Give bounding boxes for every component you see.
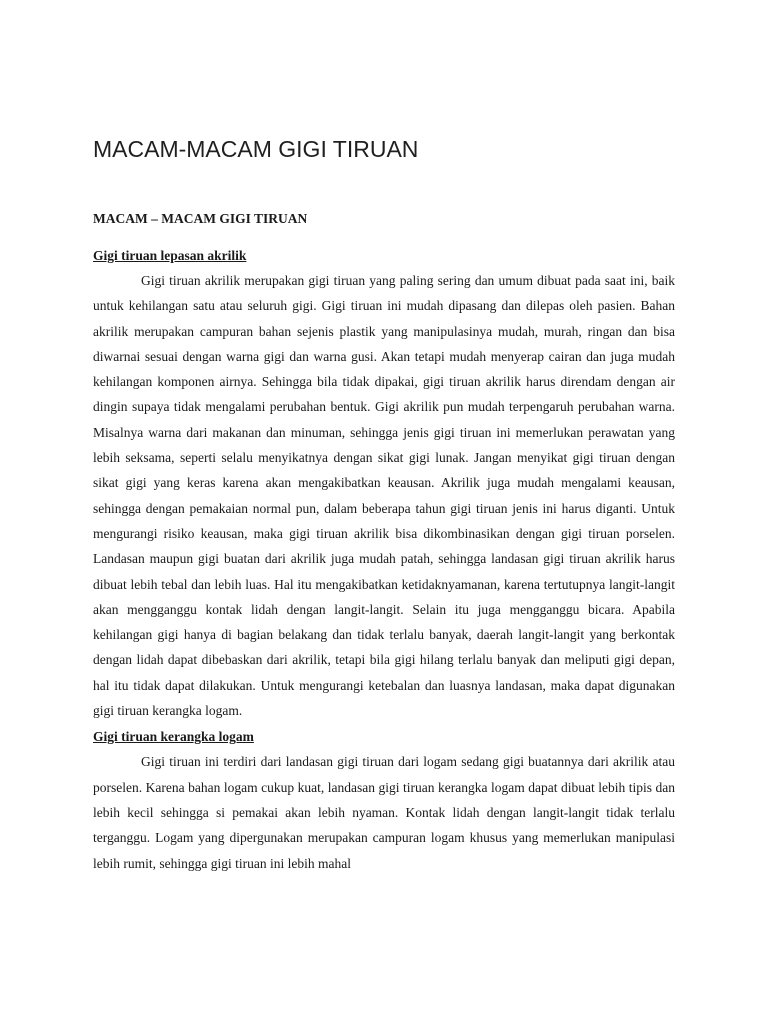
document-subtitle: MACAM – MACAM GIGI TIRUAN bbox=[93, 211, 308, 226]
section-heading-kerangka-logam: Gigi tiruan kerangka logam bbox=[93, 729, 254, 745]
section-paragraph-kerangka-logam: Gigi tiruan ini terdiri dari landasan gigi tiruan dari logam sedang gigi buatannya dari akrilik atau porselen. Karena bahan logam cukup kuat, landasan gigi tiruan kerangka logam dapat dibuat lebih tipis dan lebih kecil sehingga si pemakai akan lebih nyaman. Kontak lidah dengan langit-langit tidak terlalu terganggu. Logam yang dipergunakan merupakan campuran logam khusus yang memerlukan manipulasi lebih rumit, sehingga gigi tiruan ini lebih mahal bbox=[93, 754, 675, 871]
page-title: MACAM-MACAM GIGI TIRUAN bbox=[93, 136, 419, 162]
document-body bbox=[93, 209, 675, 876]
section-heading-akrilik: Gigi tiruan lepasan akrilik bbox=[93, 248, 247, 263]
section-paragraph-akrilik: Gigi tiruan akrilik merupakan gigi tiruan yang paling sering dan umum dibuat pada saat ini, baik untuk kehilangan satu atau seluruh gigi. Gigi tiruan ini mudah dipasang dan dilepas oleh pasien. Bahan akrilik merupakan campuran bahan sejenis plastik yang manipulasinya mudah, murah, ringan dan bisa diwarnai sesuai dengan warna gigi dan warna gusi. Akan tetapi mudah menyerap cairan dan juga mudah kehilangan komponen airnya. Sehingga bila tidak dipakai, gigi tiruan akrilik harus direndam dengan air dingin supaya tidak mengalami perubahan bentuk. Gigi akrilik pun mudah terpengaruh perubahan warna. Misalnya warna dari makanan dan minuman, sehingga jenis gigi tiruan ini memerlukan perawatan yang lebih seksama, seperti selalu menyikatnya dengan sikat gigi lunak. Jangan menyikat gigi tiruan dengan sikat gigi yang keras karena akan mengakibatkan keausan. Akrilik juga mudah mengalami keausan, sehingga dengan pemakaian normal pun, dalam beberapa tahun gigi tiruan jenis ini harus diganti. Untuk mengurangi risiko keausan, maka gigi tiruan akrilik bisa dikombinasikan dengan gigi tiruan porselen. Landasan maupun gigi buatan dari akrilik juga mudah patah, sehingga landasan gigi tiruan akrilik harus dibuat lebih tebal dan lebih luas. Hal itu mengakibatkan ketidaknyamanan, karena tertutupnya langit-langit akan mengganggu kontak lidah dengan langit-langit. Selain itu juga mengganggu bicara. Apabila kehilangan gigi hanya di bagian belakang dan tidak terlalu banyak, daerah langit-langit yang berkontak dengan lidah dapat dibebaskan dari akrilik, tetapi bila gigi hilang terlalu banyak dan meliputi gigi depan, hal itu tidak dapat dilakukan. Untuk mengurangi ketebalan dan luasnya landasan, maka dapat digunakan gigi tiruan kerangka logam. bbox=[93, 273, 675, 719]
